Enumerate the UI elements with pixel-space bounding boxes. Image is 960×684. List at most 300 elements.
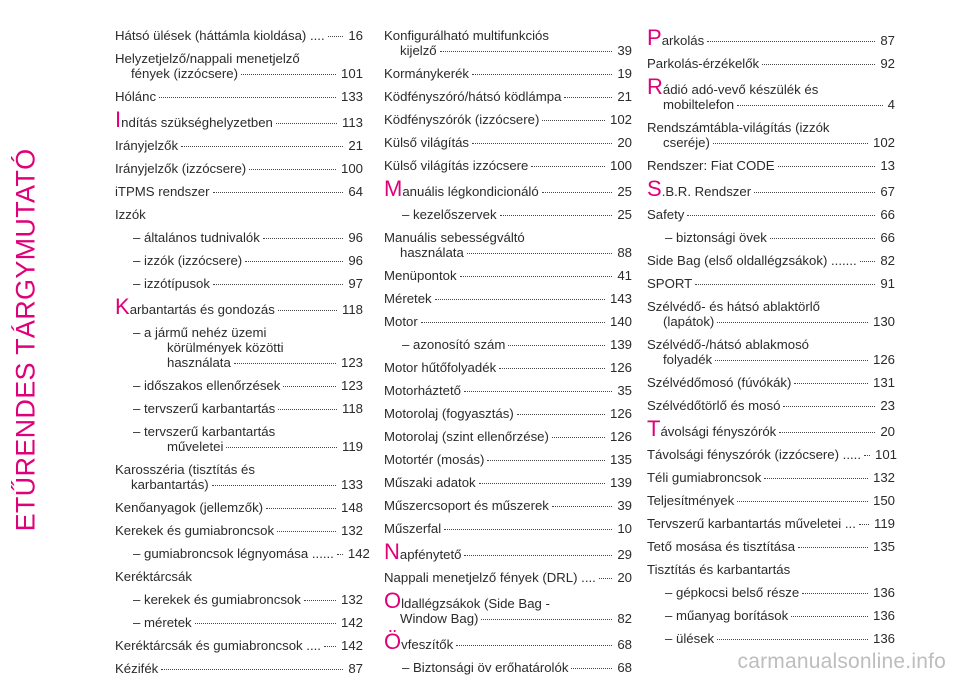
dot-leader bbox=[798, 547, 868, 548]
dot-leader bbox=[517, 414, 605, 415]
entry-text: iTPMS rendszer bbox=[115, 184, 210, 199]
dot-leader bbox=[737, 105, 883, 106]
dot-leader bbox=[794, 383, 868, 384]
entry-text: .B.R. Rendszer bbox=[661, 184, 752, 199]
page-number: 131 bbox=[872, 375, 895, 390]
page-number: 102 bbox=[609, 112, 632, 127]
dot-leader bbox=[440, 51, 613, 52]
page-number: 97 bbox=[348, 276, 363, 291]
index-entry bbox=[647, 56, 895, 71]
entry-text: Műszaki adatok bbox=[384, 475, 476, 490]
dot-leader bbox=[472, 74, 612, 75]
entry-text: – ülések bbox=[665, 631, 715, 646]
index-entry bbox=[115, 592, 363, 607]
entry-text: kijelző bbox=[400, 43, 437, 58]
page-number: 100 bbox=[340, 161, 363, 176]
page-number: 119 bbox=[873, 516, 895, 531]
entry-text: (lapátok) bbox=[663, 314, 715, 329]
entry-text: arkolás bbox=[661, 33, 705, 48]
entry-text: – a jármű nehéz üzemi bbox=[133, 325, 267, 340]
entry-text: vfeszítők bbox=[401, 637, 454, 652]
dot-leader bbox=[860, 261, 876, 262]
entry-text: – gumiabroncsok légnyomása ...... bbox=[133, 546, 334, 561]
index-entry bbox=[647, 470, 895, 485]
side-title: ETŰRENDES TÁRGYMUTATÓ bbox=[10, 148, 41, 532]
page-number: 64 bbox=[348, 184, 363, 199]
entry-text: Side Bag (első oldallégzsákok) ....... bbox=[647, 253, 857, 268]
index-entry bbox=[115, 184, 363, 199]
index-entry bbox=[384, 406, 632, 421]
dot-leader bbox=[717, 639, 868, 640]
section-letter: Ö bbox=[384, 629, 402, 654]
entry-text: ldallégzsákok (Side Bag - bbox=[401, 596, 550, 611]
index-entry bbox=[647, 585, 895, 600]
index-entry bbox=[115, 161, 363, 176]
page-number: 136 bbox=[872, 608, 895, 623]
entry-text: SPORT bbox=[647, 276, 693, 291]
page-number: 66 bbox=[880, 207, 895, 222]
page-number: 101 bbox=[875, 447, 898, 462]
page-number: 20 bbox=[880, 424, 895, 439]
dot-leader bbox=[791, 616, 868, 617]
page-number: 25 bbox=[617, 207, 632, 222]
entry-text: ávolsági fényszórók bbox=[660, 424, 777, 439]
entry-text: – időszakos ellenőrzések bbox=[133, 378, 281, 393]
index-entry bbox=[647, 493, 895, 508]
index-entry bbox=[115, 546, 370, 561]
page-number: 10 bbox=[617, 521, 632, 536]
entry-text: – Biztonsági öv erőhatárolók bbox=[402, 660, 569, 675]
index-entry bbox=[647, 608, 895, 623]
index-entry bbox=[384, 539, 632, 564]
page-number: 87 bbox=[880, 33, 895, 48]
entry-text: Hátsó ülések (háttámla kioldása) .... bbox=[115, 28, 325, 43]
page-number: 150 bbox=[872, 493, 895, 508]
dot-leader bbox=[542, 192, 613, 193]
entry-text: Kenőanyagok (jellemzők) bbox=[115, 500, 264, 515]
section-letter: I bbox=[115, 107, 122, 132]
section-letter: K bbox=[115, 294, 130, 319]
page-number: 66 bbox=[880, 230, 895, 245]
entry-text: Ködfényszóró/hátsó ködlámpa bbox=[384, 89, 562, 104]
page-number: 132 bbox=[340, 592, 363, 607]
page-number: 101 bbox=[340, 66, 363, 81]
page-number: 135 bbox=[609, 452, 632, 467]
index-entry bbox=[115, 230, 363, 245]
page-number: 133 bbox=[340, 89, 363, 104]
index-entry bbox=[115, 661, 363, 676]
page-number: 148 bbox=[340, 500, 363, 515]
index-entry bbox=[647, 253, 895, 268]
entry-text: Window Bag) bbox=[400, 611, 479, 626]
index-entry bbox=[384, 521, 632, 536]
index-entry bbox=[647, 25, 895, 50]
page-number: 126 bbox=[609, 360, 632, 375]
index-entry bbox=[647, 230, 895, 245]
index-entry bbox=[647, 120, 895, 150]
page-number: 123 bbox=[340, 378, 363, 393]
entry-text: anuális légkondicionáló bbox=[402, 184, 539, 199]
dot-leader bbox=[266, 508, 336, 509]
dot-leader bbox=[499, 368, 605, 369]
entry-text: – izzótípusok bbox=[133, 276, 210, 291]
index-entry bbox=[647, 299, 895, 329]
entry-text: Műszerfal bbox=[384, 521, 442, 536]
entry-text: Tető mosása és tisztítása bbox=[647, 539, 796, 554]
page-number: 68 bbox=[617, 660, 632, 675]
dot-leader bbox=[263, 238, 343, 239]
dot-leader bbox=[460, 276, 613, 277]
entry-text: folyadék bbox=[663, 352, 713, 367]
entry-text: Rendszer: Fiat CODE bbox=[647, 158, 775, 173]
entry-text: – izzók (izzócsere) bbox=[133, 253, 243, 268]
entry-text: fények (izzócsere) bbox=[131, 66, 239, 81]
page-number: 19 bbox=[617, 66, 632, 81]
index-entry bbox=[384, 383, 632, 398]
section-letter: P bbox=[647, 25, 662, 50]
entry-text: Teljesítmények bbox=[647, 493, 735, 508]
dot-leader bbox=[707, 41, 875, 42]
entry-text: Safety bbox=[647, 207, 685, 222]
section-letter: N bbox=[384, 539, 400, 564]
entry-text: Irányjelzők (izzócsere) bbox=[115, 161, 247, 176]
page-number: 135 bbox=[872, 539, 895, 554]
dot-leader bbox=[161, 669, 343, 670]
entry-text: Parkolás-érzékelők bbox=[647, 56, 760, 71]
index-entry bbox=[115, 569, 363, 584]
dot-leader bbox=[599, 578, 613, 579]
index-entry bbox=[647, 276, 895, 291]
page-number: 20 bbox=[617, 135, 632, 150]
page-number: 142 bbox=[340, 615, 363, 630]
entry-text: Manuális sebességváltó bbox=[384, 230, 525, 245]
index-entry bbox=[115, 401, 363, 416]
entry-text: Motorháztető bbox=[384, 383, 461, 398]
entry-text: Karosszéria (tisztítás és bbox=[115, 462, 255, 477]
entry-text: Szélvédő- és hátsó ablaktörlő bbox=[647, 299, 821, 314]
index-column-3 bbox=[647, 25, 898, 654]
entry-text: – tervszerű karbantartás bbox=[133, 424, 276, 439]
entry-text: cseréje) bbox=[663, 135, 710, 150]
entry-text: Ködfényszórók (izzócsere) bbox=[384, 112, 540, 127]
dot-leader bbox=[181, 146, 343, 147]
entry-text: – műanyag borítások bbox=[665, 608, 789, 623]
section-letter: R bbox=[647, 74, 663, 99]
entry-text: Szélvédőtörlő és mosó bbox=[647, 398, 781, 413]
page-number: 91 bbox=[880, 276, 895, 291]
dot-leader bbox=[552, 506, 612, 507]
page-number: 102 bbox=[872, 135, 895, 150]
entry-text: Külső világítás izzócsere bbox=[384, 158, 529, 173]
entry-text: – gépkocsi belső része bbox=[665, 585, 800, 600]
index-entry bbox=[115, 378, 363, 393]
page-number: 126 bbox=[872, 352, 895, 367]
page-number: 142 bbox=[340, 638, 363, 653]
dot-leader bbox=[695, 284, 875, 285]
index-entry bbox=[115, 462, 363, 492]
index-entry bbox=[384, 268, 632, 283]
index-entry bbox=[384, 112, 632, 127]
dot-leader bbox=[234, 363, 336, 364]
page-number: 13 bbox=[880, 158, 895, 173]
entry-text: használata bbox=[167, 355, 231, 370]
page-number: 21 bbox=[617, 89, 632, 104]
page-number: 92 bbox=[880, 56, 895, 71]
page-number: 130 bbox=[872, 314, 895, 329]
index-entry bbox=[384, 135, 632, 150]
page-number: 132 bbox=[872, 470, 895, 485]
page-number: 96 bbox=[348, 253, 363, 268]
dot-leader bbox=[764, 478, 868, 479]
page-number: 21 bbox=[348, 138, 363, 153]
entry-text: Menüpontok bbox=[384, 268, 457, 283]
page-number: 4 bbox=[887, 97, 895, 112]
index-entry bbox=[647, 158, 895, 173]
index-entry bbox=[115, 51, 363, 81]
page-number: 20 bbox=[617, 570, 632, 585]
index-entry bbox=[115, 89, 363, 104]
page-number: 139 bbox=[609, 475, 632, 490]
dot-leader bbox=[213, 192, 344, 193]
entry-text: Rendszámtábla-világítás (izzók bbox=[647, 120, 830, 135]
entry-text: ndítás szükséghelyzetben bbox=[121, 115, 273, 130]
entry-text: Kerekek és gumiabroncsok bbox=[115, 523, 275, 538]
dot-leader bbox=[464, 555, 612, 556]
entry-text: apfénytető bbox=[399, 547, 462, 562]
dot-leader bbox=[472, 143, 612, 144]
page-number: 100 bbox=[609, 158, 632, 173]
entry-text: Keréktárcsák és gumiabroncsok .... bbox=[115, 638, 321, 653]
entry-text: – kerekek és gumiabroncsok bbox=[133, 592, 301, 607]
entry-text: Konfigurálható multifunkciós bbox=[384, 28, 549, 43]
dot-leader bbox=[564, 97, 612, 98]
entry-text: Motor hűtőfolyadék bbox=[384, 360, 497, 375]
dot-leader bbox=[542, 120, 605, 121]
index-entry bbox=[647, 398, 895, 413]
page-number: 119 bbox=[341, 439, 363, 454]
entry-text: körülmények közötti bbox=[167, 340, 284, 355]
index-entry bbox=[384, 629, 632, 654]
index-entry bbox=[115, 276, 363, 291]
page-number: 39 bbox=[617, 498, 632, 513]
index-entry bbox=[384, 498, 632, 513]
dot-leader bbox=[444, 529, 612, 530]
section-letter: T bbox=[647, 416, 661, 441]
entry-text: – azonosító szám bbox=[402, 337, 506, 352]
dot-leader bbox=[864, 455, 870, 456]
page-number: 143 bbox=[609, 291, 632, 306]
index-entry bbox=[115, 138, 363, 153]
entry-text: Motorolaj (fogyasztás) bbox=[384, 406, 514, 421]
entry-text: mobiltelefon bbox=[663, 97, 735, 112]
entry-text: Kormánykerék bbox=[384, 66, 470, 81]
page-number: 142 bbox=[347, 546, 370, 561]
index-entry bbox=[115, 500, 363, 515]
index-column-2 bbox=[384, 28, 632, 683]
dot-leader bbox=[212, 485, 336, 486]
page-number: 113 bbox=[341, 115, 363, 130]
index-entry bbox=[384, 452, 632, 467]
entry-text: műveletei bbox=[167, 439, 224, 454]
entry-text: Tervszerű karbantartás műveletei ... bbox=[647, 516, 856, 531]
index-entry bbox=[647, 74, 895, 112]
index-entry bbox=[647, 447, 898, 462]
index-entry bbox=[115, 615, 363, 630]
entry-text: Helyzetjelző/nappali menetjelző bbox=[115, 51, 300, 66]
entry-text: Motortér (mosás) bbox=[384, 452, 485, 467]
dot-leader bbox=[159, 97, 336, 98]
entry-text: – méretek bbox=[133, 615, 192, 630]
page-number: 35 bbox=[617, 383, 632, 398]
dot-leader bbox=[337, 554, 343, 555]
dot-leader bbox=[779, 432, 875, 433]
page-number: 123 bbox=[340, 355, 363, 370]
dot-leader bbox=[277, 531, 336, 532]
entry-text: Méretek bbox=[384, 291, 432, 306]
index-column-1 bbox=[115, 28, 370, 684]
entry-text: – biztonsági övek bbox=[665, 230, 767, 245]
page-number: 118 bbox=[341, 401, 363, 416]
index-entry bbox=[384, 291, 632, 306]
index-entry bbox=[384, 360, 632, 375]
dot-leader bbox=[328, 36, 344, 37]
entry-text: Motor bbox=[384, 314, 418, 329]
entry-text: Irányjelzők bbox=[115, 138, 179, 153]
page-number: 136 bbox=[872, 631, 895, 646]
page-number: 82 bbox=[880, 253, 895, 268]
dot-leader bbox=[802, 593, 868, 594]
entry-text: Motorolaj (szint ellenőrzése) bbox=[384, 429, 549, 444]
page-number: 29 bbox=[617, 547, 632, 562]
dot-leader bbox=[278, 310, 337, 311]
index-entry bbox=[384, 158, 632, 173]
index-entry bbox=[115, 28, 363, 43]
page-number: 96 bbox=[348, 230, 363, 245]
entry-text: Nappali menetjelző fények (DRL) .... bbox=[384, 570, 596, 585]
dot-leader bbox=[276, 123, 337, 124]
entry-text: – tervszerű karbantartás bbox=[133, 401, 276, 416]
dot-leader bbox=[713, 143, 868, 144]
index-entry bbox=[647, 337, 895, 367]
dot-leader bbox=[481, 619, 612, 620]
index-entry bbox=[115, 325, 363, 370]
index-entry bbox=[384, 230, 632, 260]
section-letter: M bbox=[384, 176, 403, 201]
index-entry bbox=[115, 424, 363, 454]
index-entry bbox=[384, 429, 632, 444]
dot-leader bbox=[226, 447, 337, 448]
page-number: 118 bbox=[341, 302, 363, 317]
entry-text: ádió adó-vevő készülék és bbox=[662, 82, 819, 97]
index-entry bbox=[384, 337, 632, 352]
entry-text: Szélvédő-/hátsó ablakmosó bbox=[647, 337, 810, 352]
entry-text: Hólánc bbox=[115, 89, 157, 104]
dot-leader bbox=[754, 192, 875, 193]
dot-leader bbox=[283, 386, 336, 387]
entry-text: Műszercsoport és műszerek bbox=[384, 498, 549, 513]
page-number: 140 bbox=[609, 314, 632, 329]
entry-text: karbantartás) bbox=[131, 477, 209, 492]
dot-leader bbox=[241, 74, 336, 75]
dot-leader bbox=[324, 646, 336, 647]
dot-leader bbox=[717, 322, 868, 323]
entry-text: – kezelőszervek bbox=[402, 207, 497, 222]
index-entry bbox=[384, 660, 632, 675]
dot-leader bbox=[467, 253, 613, 254]
page-number: 133 bbox=[340, 477, 363, 492]
dot-leader bbox=[687, 215, 875, 216]
index-entry bbox=[647, 176, 895, 201]
dot-leader bbox=[531, 166, 605, 167]
section-letter: S bbox=[647, 176, 662, 201]
dot-leader bbox=[249, 169, 336, 170]
dot-leader bbox=[456, 645, 612, 646]
index-entry bbox=[115, 107, 363, 132]
dot-leader bbox=[508, 345, 605, 346]
page-number: 88 bbox=[617, 245, 632, 260]
index-entry bbox=[384, 207, 632, 222]
entry-text: használata bbox=[400, 245, 464, 260]
entry-text: – általános tudnivalók bbox=[133, 230, 260, 245]
page-number: 25 bbox=[617, 184, 632, 199]
index-entry bbox=[647, 416, 895, 441]
dot-leader bbox=[715, 360, 868, 361]
dot-leader bbox=[500, 215, 613, 216]
index-entry bbox=[384, 570, 632, 585]
page-number: 87 bbox=[348, 661, 363, 676]
dot-leader bbox=[778, 166, 876, 167]
index-entry bbox=[384, 28, 632, 58]
entry-text: Szélvédőmosó (fúvókák) bbox=[647, 375, 792, 390]
index-entry bbox=[647, 539, 895, 554]
index-entry bbox=[115, 253, 363, 268]
dot-leader bbox=[859, 524, 869, 525]
entry-text: Külső világítás bbox=[384, 135, 470, 150]
index-entry bbox=[115, 523, 363, 538]
index-entry bbox=[384, 66, 632, 81]
entry-text: Kézifék bbox=[115, 661, 159, 676]
dot-leader bbox=[571, 668, 612, 669]
index-entry bbox=[647, 631, 895, 646]
index-entry bbox=[115, 207, 363, 222]
page-number: 126 bbox=[609, 429, 632, 444]
dot-leader bbox=[770, 238, 875, 239]
index-entry bbox=[647, 375, 895, 390]
dot-leader bbox=[737, 501, 868, 502]
page-number: 39 bbox=[617, 43, 632, 58]
page-number: 67 bbox=[880, 184, 895, 199]
entry-text: Izzók bbox=[115, 207, 146, 222]
index-entry bbox=[647, 516, 895, 531]
index-entry bbox=[647, 207, 895, 222]
page-number: 41 bbox=[617, 268, 632, 283]
index-entry bbox=[384, 475, 632, 490]
index-entry bbox=[384, 176, 632, 201]
page-number: 68 bbox=[617, 637, 632, 652]
entry-text: Keréktárcsák bbox=[115, 569, 192, 584]
index-entry bbox=[647, 562, 895, 577]
dot-leader bbox=[195, 623, 336, 624]
dot-leader bbox=[245, 261, 343, 262]
dot-leader bbox=[487, 460, 605, 461]
index-entry bbox=[384, 314, 632, 329]
index-entry bbox=[115, 294, 363, 319]
page-number: 16 bbox=[348, 28, 363, 43]
entry-text: Téli gumiabroncsok bbox=[647, 470, 762, 485]
index-entry bbox=[384, 588, 632, 626]
page-number: 23 bbox=[880, 398, 895, 413]
section-letter: O bbox=[384, 588, 402, 613]
